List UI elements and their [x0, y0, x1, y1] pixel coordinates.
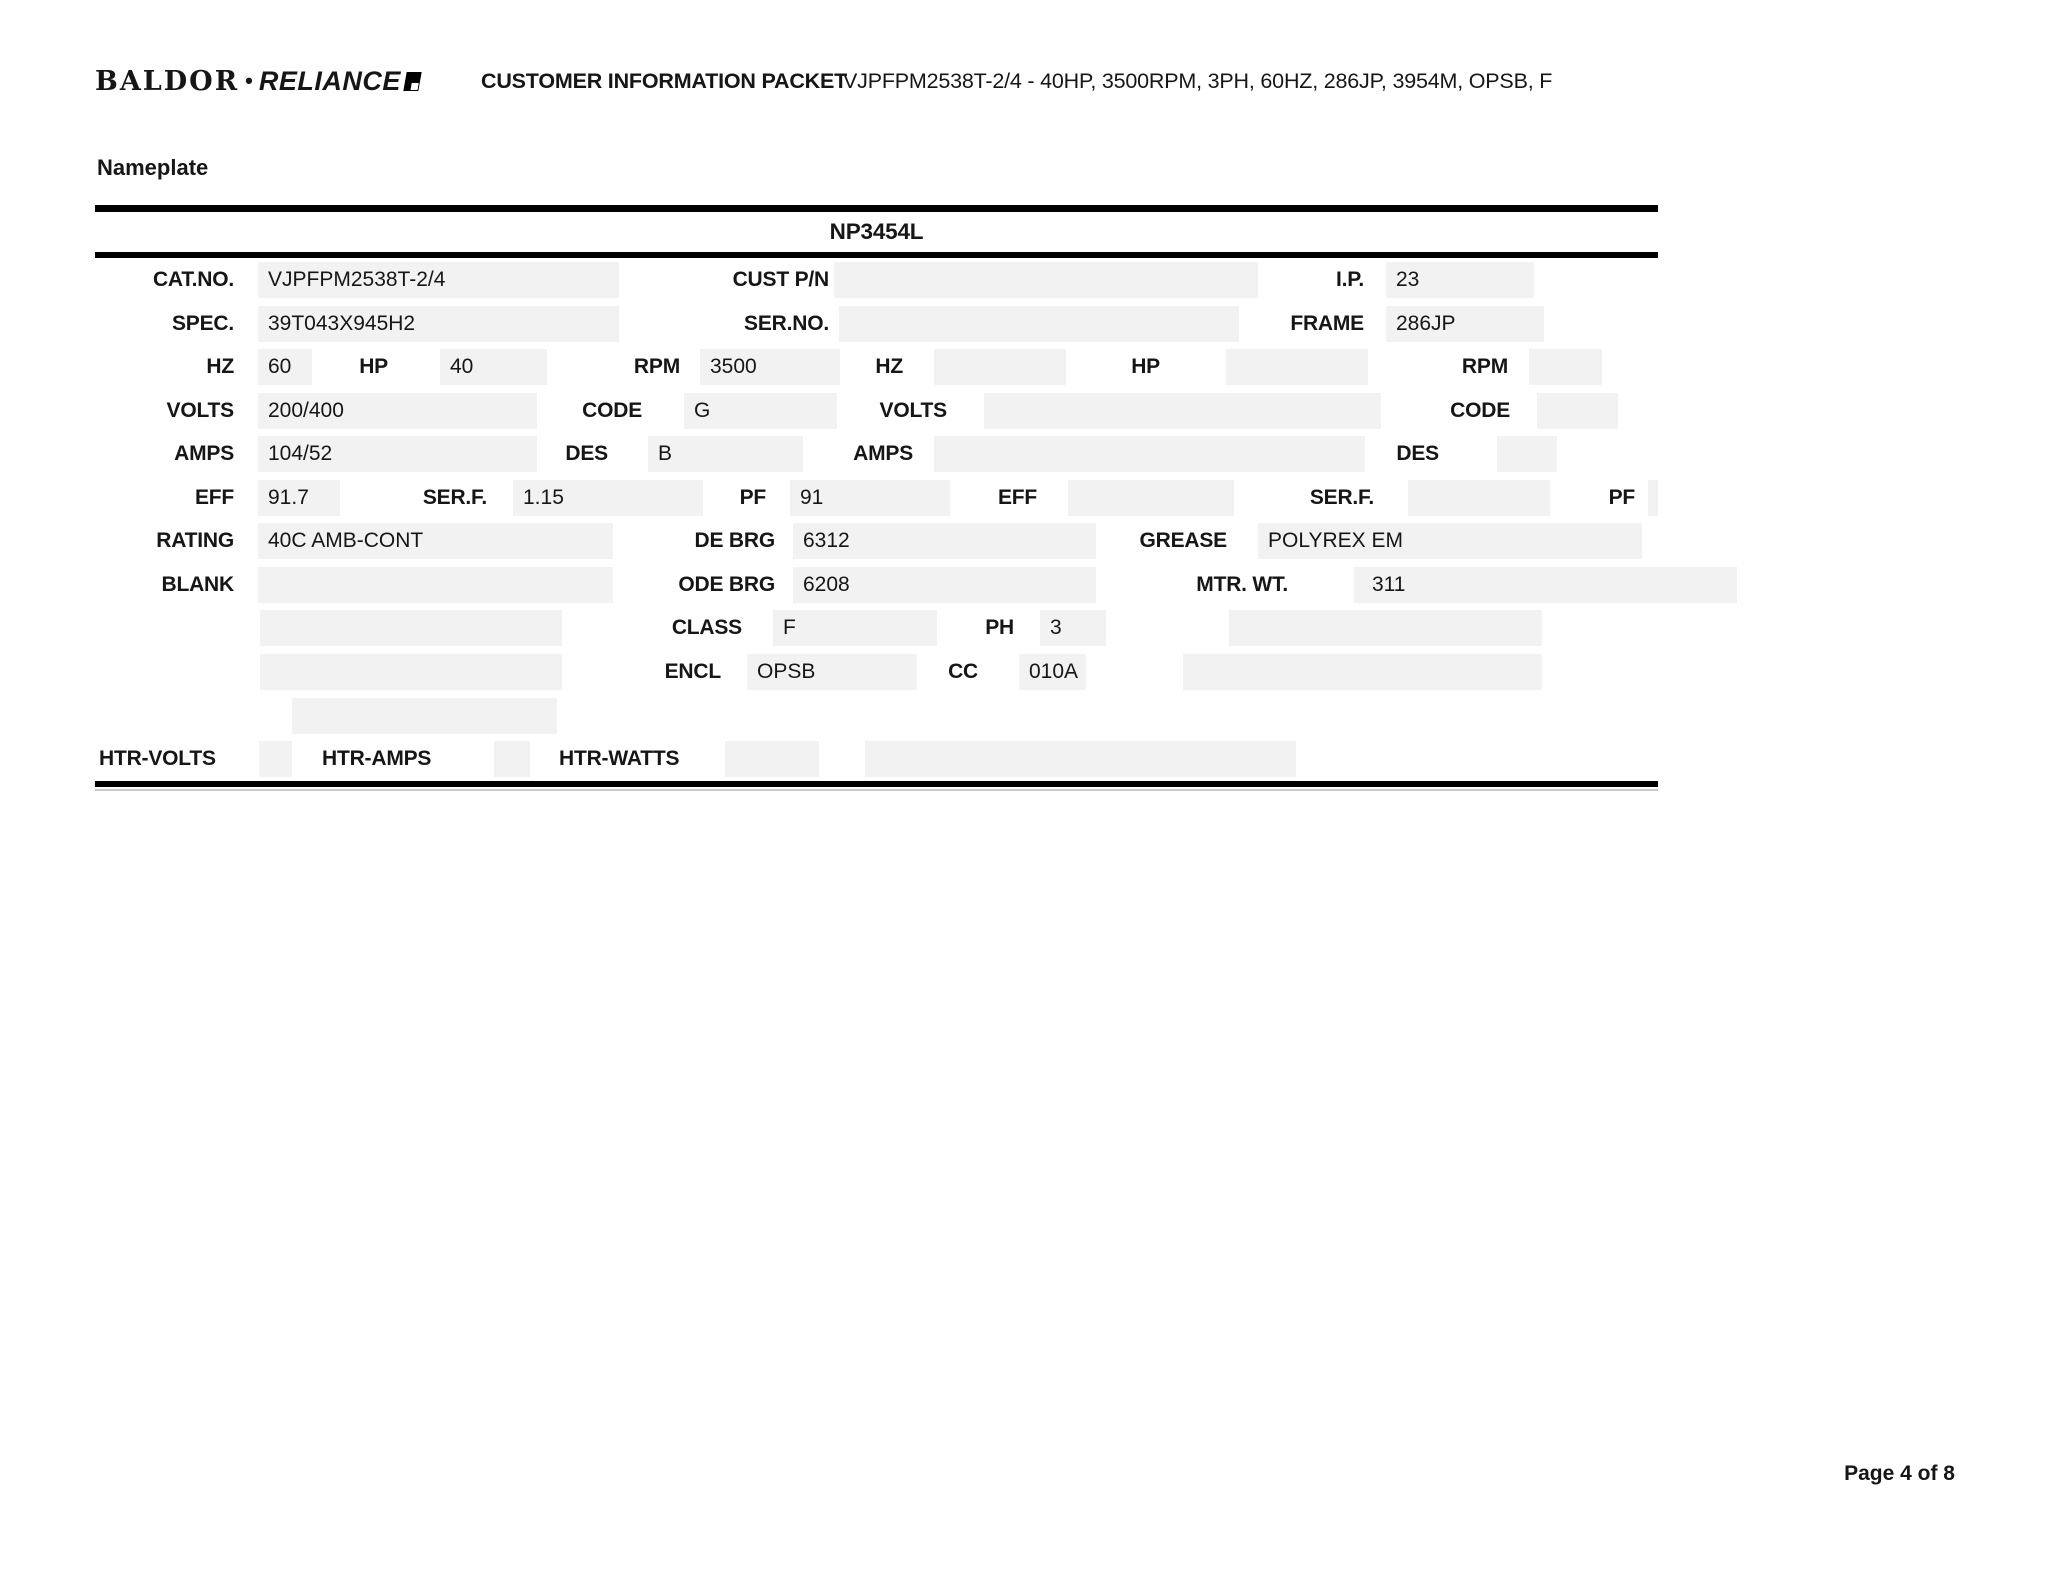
label-ip: I.P.: [1335, 268, 1364, 291]
value-des-2: [1497, 436, 1557, 472]
label-hz-2: HZ: [875, 355, 903, 378]
value-hz: 60: [258, 349, 312, 385]
value-ode-brg: 6208: [793, 567, 1096, 603]
table-row: [95, 258, 1658, 302]
table-row: [95, 694, 1658, 738]
baldor-wordmark: BALDOR: [95, 65, 240, 97]
page-header: [95, 62, 1955, 100]
label-des-2: DES: [1396, 442, 1439, 465]
brand-logo: [95, 62, 420, 100]
value-ser-f: 1.15: [513, 480, 703, 516]
value-cc: 010A: [1019, 654, 1086, 690]
label-pf-2: PF: [1608, 486, 1635, 509]
table-row: [95, 476, 1658, 520]
table-row: [95, 606, 1658, 650]
label-volts-2: VOLTS: [879, 399, 947, 422]
table-row: [95, 389, 1658, 433]
value-mtr-wt: 311: [1354, 567, 1737, 603]
label-ser-f: SER.F.: [422, 486, 487, 509]
label-ode-brg: ODE BRG: [678, 573, 775, 596]
label-code-2: CODE: [1450, 399, 1510, 422]
label-encl: ENCL: [664, 660, 721, 683]
product-descriptor: VJPFPM2538T-2/4 - 40HP, 3500RPM, 3PH, 60HZ, 286JP, 3954M, OPSB, F: [843, 68, 1553, 93]
value-ser-no: [839, 306, 1239, 342]
value-ser-f-2: [1408, 480, 1550, 516]
label-class: CLASS: [671, 616, 742, 639]
value-spec: 39T043X945H2: [258, 306, 619, 342]
value-cat-no: VJPFPM2538T-2/4: [258, 262, 619, 298]
value-amps: 104/52: [258, 436, 537, 472]
table-top-rule: [95, 205, 1658, 212]
value-blank-right-1: [1229, 610, 1542, 646]
label-htr-watts: HTR-WATTS: [559, 747, 680, 770]
value-volts: 200/400: [258, 393, 537, 429]
value-rpm-2: [1529, 349, 1602, 385]
value-rpm: 3500: [700, 349, 840, 385]
nameplate-rows: [95, 258, 1658, 781]
value-volts-2: [984, 393, 1381, 429]
table-bottom-rule-shadow: [95, 789, 1658, 791]
nameplate-heading: Nameplate: [97, 155, 209, 180]
value-ph: 3: [1040, 610, 1106, 646]
value-hp: 40: [440, 349, 547, 385]
table-bottom-rule: [95, 781, 1658, 787]
table-row: [95, 302, 1658, 346]
value-blank-left-1: [260, 610, 562, 646]
value-grease: POLYREX EM: [1258, 523, 1642, 559]
page-number: Page 4 of 8: [1844, 1462, 1955, 1485]
label-de-brg: DE BRG: [694, 529, 775, 552]
value-htr-volts: [259, 741, 292, 777]
label-spec: SPEC.: [171, 312, 234, 335]
brand-separator-dot: •: [245, 68, 253, 93]
nameplate-table: [95, 205, 1658, 791]
table-row: [95, 432, 1658, 476]
label-rpm: RPM: [633, 355, 680, 378]
value-code-2: [1537, 393, 1618, 429]
label-mtr-wt: MTR. WT.: [1196, 573, 1288, 596]
value-htr-amps: [494, 741, 530, 777]
value-hp-2: [1226, 349, 1368, 385]
label-eff: EFF: [194, 486, 234, 509]
document-title: CUSTOMER INFORMATION PACKET: [481, 68, 848, 93]
value-eff: 91.7: [258, 480, 340, 516]
table-row: [95, 737, 1658, 781]
label-htr-amps: HTR-AMPS: [322, 747, 432, 770]
value-des: B: [648, 436, 803, 472]
value-htr-watts: [725, 741, 819, 777]
brand-mark-icon: [403, 72, 421, 91]
value-hz-2: [934, 349, 1066, 385]
label-volts: VOLTS: [166, 399, 234, 422]
label-hp: HP: [359, 355, 388, 378]
reliance-wordmark: RELIANCE: [258, 65, 401, 96]
label-rating: RATING: [156, 529, 234, 552]
label-amps-2: AMPS: [853, 442, 913, 465]
label-cc: CC: [948, 660, 978, 683]
value-encl: OPSB: [747, 654, 917, 690]
value-blank-left-2: [260, 654, 562, 690]
value-cust-pn: [834, 262, 1258, 298]
nameplate-model-number: NP3454L: [829, 219, 924, 244]
value-ip: 23: [1386, 262, 1534, 298]
value-htr-extra: [865, 741, 1296, 777]
label-frame: FRAME: [1290, 312, 1364, 335]
value-pf-2: [1648, 480, 1658, 516]
label-des: DES: [565, 442, 608, 465]
label-grease: GREASE: [1139, 529, 1227, 552]
value-blank: [258, 567, 613, 603]
label-amps: AMPS: [174, 442, 234, 465]
table-row: [95, 563, 1658, 607]
value-blank-right-2: [1183, 654, 1542, 690]
table-row: [95, 519, 1658, 563]
value-blank-small: [292, 698, 557, 734]
label-ser-f-2: SER.F.: [1309, 486, 1374, 509]
label-htr-volts: HTR-VOLTS: [99, 747, 216, 770]
label-hz: HZ: [206, 355, 234, 378]
table-row: [95, 345, 1658, 389]
value-rating: 40C AMB-CONT: [258, 523, 613, 559]
label-cat-no: CAT.NO.: [152, 268, 234, 291]
label-rpm-2: RPM: [1461, 355, 1508, 378]
label-code: CODE: [582, 399, 642, 422]
label-hp-2: HP: [1131, 355, 1160, 378]
label-blank: BLANK: [161, 573, 234, 596]
value-de-brg: 6312: [793, 523, 1096, 559]
value-class: F: [773, 610, 937, 646]
table-row: [95, 650, 1658, 694]
label-cust-pn: CUST P/N: [732, 268, 829, 291]
label-eff-2: EFF: [997, 486, 1037, 509]
value-amps-2: [934, 436, 1365, 472]
value-eff-2: [1068, 480, 1234, 516]
value-code: G: [684, 393, 837, 429]
label-pf: PF: [739, 486, 766, 509]
label-ph: PH: [985, 616, 1014, 639]
value-pf: 91: [790, 480, 950, 516]
value-frame: 286JP: [1386, 306, 1544, 342]
label-ser-no: SER.NO.: [744, 312, 829, 335]
